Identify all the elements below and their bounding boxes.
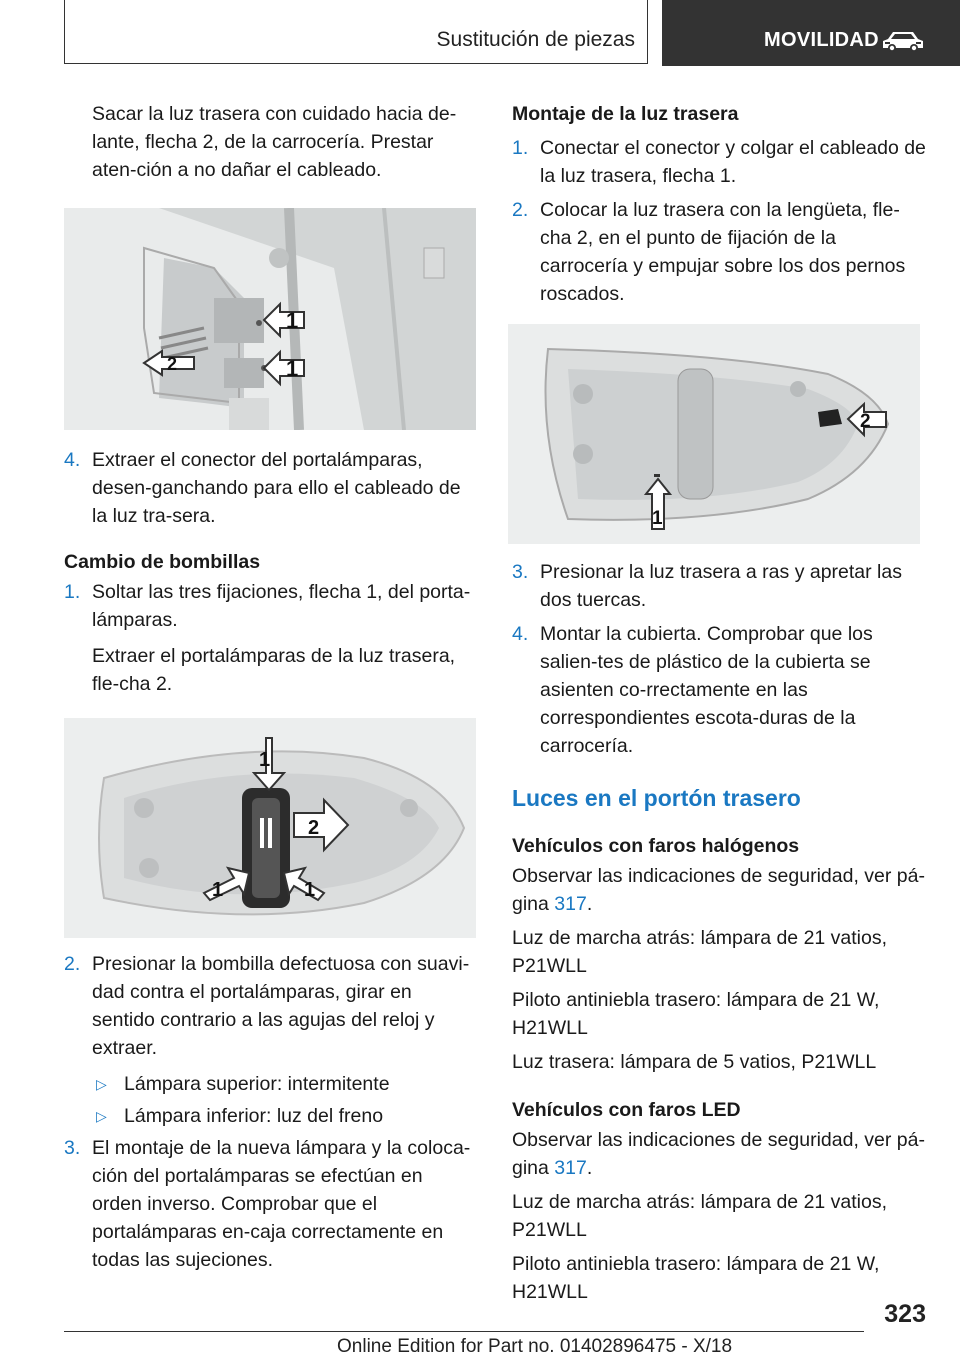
sub-item-upper-lamp bbox=[64, 1070, 476, 1098]
car-icon bbox=[880, 28, 926, 54]
fig2-label-1-left: 1 bbox=[212, 879, 224, 901]
list-text: Colocar la luz trasera con la lengüeta, fle-cha 2, en el punto de fijación de la carrocería y empujar sobre los dos pernos roscados. bbox=[540, 199, 906, 305]
section-title-tailgate-lights: Luces en el portón trasero bbox=[512, 785, 801, 811]
list-text: Soltar las tres fijaciones, flecha 1, del porta-lámparas. bbox=[92, 581, 471, 631]
intro-text: Sacar la luz trasera con cuidado hacia de-lante, flecha 2, de la carrocería. Prestar aten-ción a no dañar el cableado. bbox=[92, 103, 457, 181]
page-link-317[interactable]: 317 bbox=[554, 1157, 587, 1179]
led-safety-text: Observar las indicaciones de seguridad, ver pá-gina bbox=[512, 1129, 925, 1179]
halogen-tail-lamp: Luz trasera: lámpara de 5 vatios, P21WLL bbox=[512, 1051, 877, 1073]
fig1-label-1a: 1 bbox=[286, 308, 299, 333]
list-number: 2. bbox=[64, 953, 81, 975]
list-number: 4. bbox=[64, 449, 81, 471]
header-chapter-tab[interactable] bbox=[662, 0, 960, 66]
list-item-bulb-1 bbox=[64, 578, 476, 634]
figure-tail-light-mounting bbox=[508, 324, 920, 544]
led-reverse-lamp: Luz de marcha atrás: lámpara de 21 vatios, P21WLL bbox=[512, 1191, 888, 1241]
fig2-label-2: 2 bbox=[308, 817, 320, 839]
fig1-label-1b: 1 bbox=[286, 356, 299, 381]
list-item-bulb-1-continuation: Extraer el portalámparas de la luz trasera, fle-cha 2. bbox=[92, 645, 456, 695]
list-item-step-4 bbox=[64, 446, 476, 530]
footer-edition: Online Edition for Part no. 01402896475 - X/18 bbox=[337, 1336, 733, 1357]
sub-item-lower-lamp bbox=[64, 1102, 476, 1130]
list-number: 1. bbox=[512, 137, 529, 159]
list-text: Extraer el conector del portalámparas, desen-ganchando para ello el cableado de la luz tra-sera. bbox=[92, 449, 461, 527]
sub-text: Lámpara inferior: luz del freno bbox=[124, 1105, 384, 1127]
page-number: 323 bbox=[884, 1300, 926, 1328]
footer-divider bbox=[64, 1331, 864, 1332]
list-item-bulb-3 bbox=[64, 1134, 476, 1274]
fig2-label-1-top: 1 bbox=[259, 749, 271, 771]
list-item-mount-3 bbox=[512, 558, 926, 614]
list-text: El montaje de la nueva lámpara y la coloca-ción del portalámparas se efectúan en orden inverso. Comprobar que el portalámparas en-caja correctamente en todas las sujeciones. bbox=[92, 1137, 471, 1271]
list-text: Presionar la luz trasera a ras y apretar las dos tuercas. bbox=[540, 561, 902, 611]
fig1-label-2: 2 bbox=[167, 354, 178, 374]
heading-led: Vehículos con faros LED bbox=[512, 1099, 741, 1121]
fig3-label-2: 2 bbox=[860, 411, 871, 432]
list-number: 2. bbox=[512, 199, 529, 221]
list-text: Montar la cubierta. Comprobar que los salien-tes de plástico de la cubierta se asienten co-rrectamente en las correspondientes escota-duras de la carrocería. bbox=[540, 623, 873, 757]
halogen-safety-text: Observar las indicaciones de seguridad, ver pá-gina bbox=[512, 865, 925, 915]
fig3-label-1: 1 bbox=[652, 508, 663, 529]
header-section-box bbox=[64, 0, 648, 64]
figure-lamp-holder-release bbox=[64, 718, 476, 938]
left-column bbox=[64, 100, 476, 1274]
list-item-mount-2 bbox=[512, 196, 926, 308]
list-number: 4. bbox=[512, 623, 529, 645]
halogen-safety-end: . bbox=[586, 893, 593, 915]
section-title: Sustitución de piezas bbox=[436, 28, 635, 51]
list-number: 1. bbox=[64, 581, 81, 603]
halogen-fog-lamp: Piloto antiniebla trasero: lámpara de 21 W, H21WLL bbox=[512, 989, 880, 1039]
chapter-title: MOVILIDAD bbox=[764, 29, 879, 51]
halogen-safety-note bbox=[512, 862, 926, 918]
triangle-bullet-icon: ▷ bbox=[96, 1076, 107, 1092]
heading-mounting: Montaje de la luz trasera bbox=[512, 103, 739, 125]
led-fog-lamp: Piloto antiniebla trasero: lámpara de 21 W, H21WLL bbox=[512, 1253, 880, 1303]
list-number: 3. bbox=[64, 1137, 81, 1159]
list-item-bulb-2 bbox=[64, 950, 476, 1062]
list-number: 3. bbox=[512, 561, 529, 583]
list-item-mount-4 bbox=[512, 620, 926, 760]
led-safety-note bbox=[512, 1126, 926, 1182]
heading-bulb-change: Cambio de bombillas bbox=[64, 551, 261, 573]
halogen-reverse-lamp: Luz de marcha atrás: lámpara de 21 vatios, P21WLL bbox=[512, 927, 888, 977]
list-item-mount-1 bbox=[512, 134, 926, 190]
led-safety-end: . bbox=[586, 1157, 593, 1179]
list-text: Presionar la bombilla defectuosa con suavi-dad contra el portalámparas, girar en sentido contrario a las agujas del reloj y extraer. bbox=[92, 953, 470, 1059]
heading-halogen: Vehículos con faros halógenos bbox=[512, 835, 800, 857]
triangle-bullet-icon: ▷ bbox=[96, 1108, 107, 1124]
list-text: Conectar el conector y colgar el cableado de la luz trasera, flecha 1. bbox=[540, 137, 926, 187]
page-link-317[interactable]: 317 bbox=[554, 893, 587, 915]
right-column bbox=[512, 100, 926, 1306]
figure-tail-light-removal bbox=[64, 208, 476, 430]
fig2-label-1-right: 1 bbox=[304, 879, 316, 901]
sub-text: Lámpara superior: intermitente bbox=[124, 1073, 390, 1095]
